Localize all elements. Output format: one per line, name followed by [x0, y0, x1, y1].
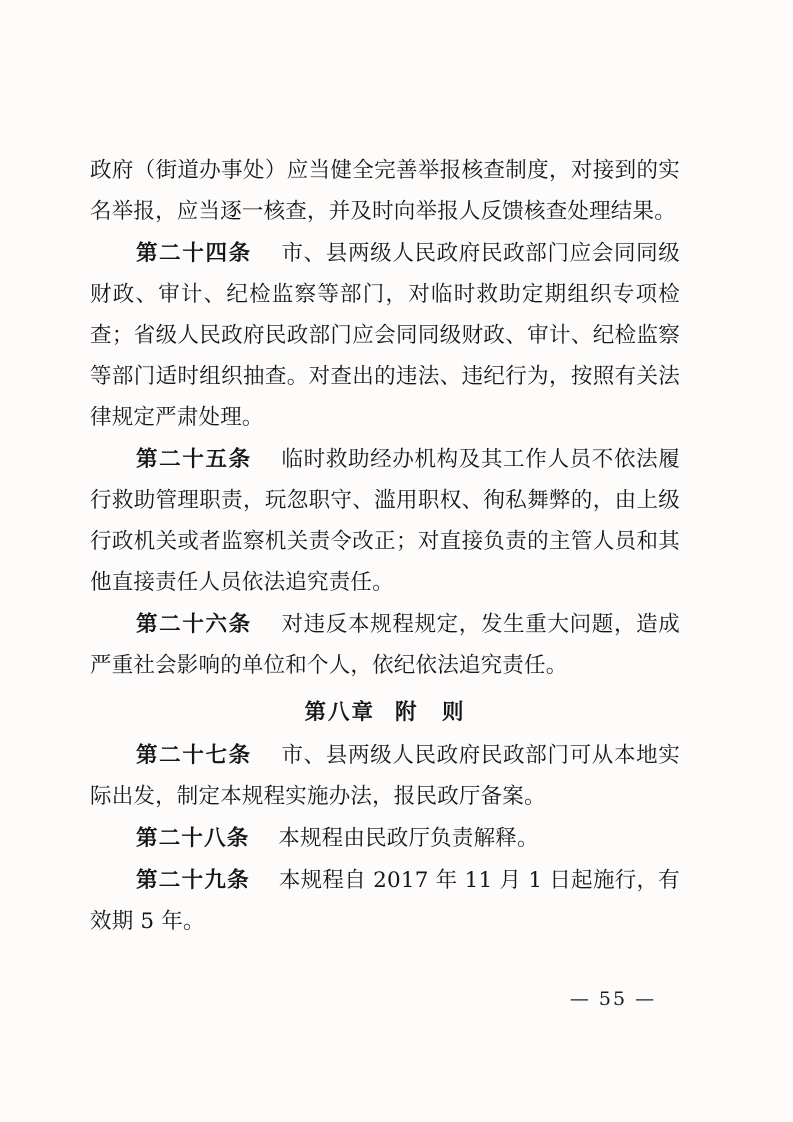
article-26	[90, 604, 680, 686]
footer-dash-right: —	[635, 988, 657, 1010]
page-footer-inner	[543, 988, 683, 1010]
article-label: 第二十九条	[136, 868, 250, 893]
article-label: 第二十七条	[136, 743, 252, 768]
article-text: 市、县两级人民政府民政部门可从本地实际出发，制定本规程实施办法，报民政厅备案。	[90, 743, 680, 809]
article-25	[90, 439, 680, 603]
article-28	[90, 818, 680, 859]
chapter-number: 第八章	[304, 700, 375, 725]
article-27	[90, 735, 680, 817]
article-label: 第二十六条	[136, 612, 252, 637]
chapter-heading	[90, 692, 680, 733]
article-text: 临时救助经办机构及其工作人员不依法履行救助管理职责，玩忽职守、滥用职权、徇私舞弊的，由上级行政机关或者监察机关责令改正；对直接负责的主管人员和其他直接责任人员依法追究责任。	[90, 447, 680, 595]
article-label: 第二十五条	[136, 447, 252, 472]
article-29	[90, 860, 680, 942]
article-text: 本规程由民政厅负责解释。	[278, 826, 539, 851]
article-label: 第二十四条	[136, 241, 252, 266]
document-body	[90, 150, 680, 943]
chapter-title: 附 则	[395, 700, 466, 725]
article-text: 本规程自 2017 年 11 月 1 日起施行，有效期 5 年。	[90, 868, 680, 934]
page-number: 55	[598, 988, 628, 1010]
article-text: 市、县两级人民政府民政部门应会同同级财政、审计、纪检监察等部门，对临时救助定期组织专项检查；省级人民政府民政部门应会同同级财政、审计、纪检监察等部门适时组织抽查。对查出的违法、违纪行为，按照有关法律规定严肃处理。	[90, 241, 680, 430]
paragraph-text: 政府（街道办事处）应当健全完善举报核查制度，对接到的实名举报，应当逐一核查，并及时向举报人反馈核查处理结果。	[90, 158, 680, 224]
paragraph-continued	[90, 150, 680, 232]
article-text: 对违反本规程规定，发生重大问题，造成严重社会影响的单位和个人，依纪依法追究责任。	[90, 612, 680, 678]
footer-dash-left: —	[569, 988, 591, 1010]
article-24	[90, 233, 680, 438]
article-label: 第二十八条	[136, 826, 250, 851]
